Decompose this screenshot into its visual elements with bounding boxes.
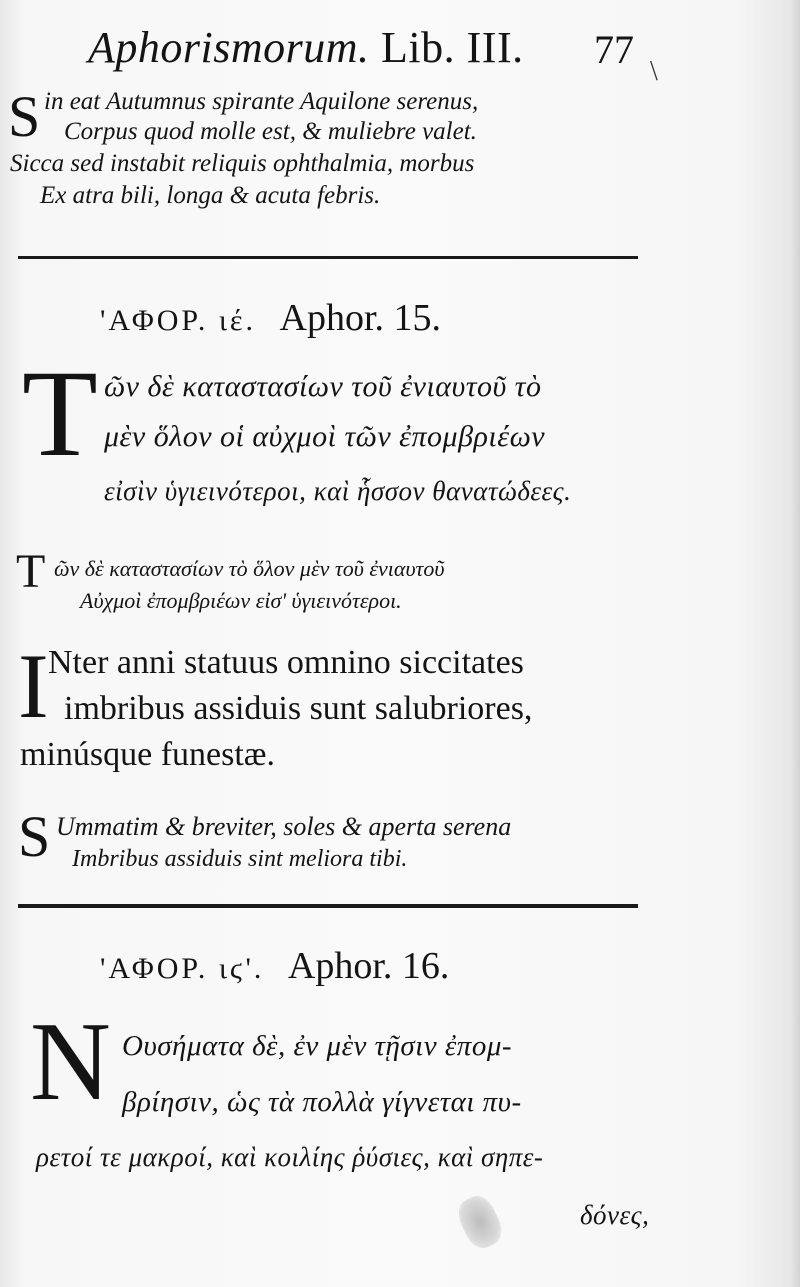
greek-dropcap: T <box>22 345 98 482</box>
section-rule <box>18 904 638 908</box>
section-rule <box>18 256 638 259</box>
latin-line: imbribus assiduis sunt salubriores, <box>64 690 533 727</box>
greek-line: μὲν ὅλον οἱ αὐχμοὶ τῶν ἐπομβριέων <box>104 420 546 453</box>
aphorism-15-latin-number: Aphor. 15. <box>279 297 441 339</box>
poem-line: in eat Autumnus spirante Aquilone serenus, <box>44 88 479 115</box>
page-number: 77 <box>594 27 634 72</box>
aphorism-15-heading <box>100 296 441 340</box>
page-edge-shadow <box>790 0 800 1287</box>
poem-line: Ex atra bili, longa & acuta febris. <box>40 182 381 209</box>
greek-dropcap: N <box>30 1000 111 1124</box>
aphorism-16-latin-number: Aphor. 16. <box>287 945 450 987</box>
paper-blemish <box>453 1191 508 1253</box>
greek-line: ῶν δὲ καταστασίων τοῦ ἐνιαυτοῦ τὸ <box>104 370 542 403</box>
margin-mark: \ <box>650 56 658 87</box>
poem-dropcap: S <box>8 84 41 149</box>
greek-line: βρίησιν, ὡς τὰ πολλὰ γίγνεται πυ- <box>122 1086 522 1118</box>
verse-dropcap: S <box>18 804 51 869</box>
book-number: Lib. III. <box>381 23 524 72</box>
greek-small-line: Αὐχμοὶ ἐπομβριέων εἰσ' ὑγιεινότεροι. <box>80 588 402 613</box>
poem-line: Sicca sed instabit reliquis ophthalmia, morbus <box>10 150 475 177</box>
greek-line: εἰσὶν ὑγιεινότεροι, καὶ ἧσσον θανατώδεες. <box>104 476 572 506</box>
latin-line: Nter anni statuus omnino siccitates <box>48 644 524 681</box>
running-title: Aphorismorum. <box>88 23 370 72</box>
verse-line: Ummatim & breviter, soles & aperta serena <box>56 812 512 841</box>
aphorism-16-greek-number: 'ΑΦΟΡ. ιϛ'. <box>100 952 265 985</box>
verse-line: Imbribus assiduis sint meliora tibi. <box>72 846 408 872</box>
poem-line: Corpus quod molle est, & muliebre valet. <box>64 118 477 145</box>
greek-small-line: ῶν δὲ καταστασίων τὸ ὅλον μὲν τοῦ ἐνιαυτοῦ <box>54 556 445 581</box>
greek-small-dropcap: T <box>16 545 46 598</box>
latin-line: minúsque funestæ. <box>20 736 275 773</box>
aphorism-16-heading <box>100 944 449 988</box>
latin-dropcap: I <box>18 635 49 737</box>
running-head <box>88 22 524 73</box>
greek-line: δόνες, <box>580 1200 650 1230</box>
greek-line: Ουσήματα δὲ, ἐν μὲν τῇσιν ἐπομ- <box>122 1030 513 1062</box>
greek-line: ρετοί τε μακροί, καὶ κοιλίης ῥύσιες, καὶ σηπε- <box>36 1142 544 1172</box>
aphorism-15-greek-number: 'ΑΦΟΡ. ιέ. <box>100 304 256 337</box>
